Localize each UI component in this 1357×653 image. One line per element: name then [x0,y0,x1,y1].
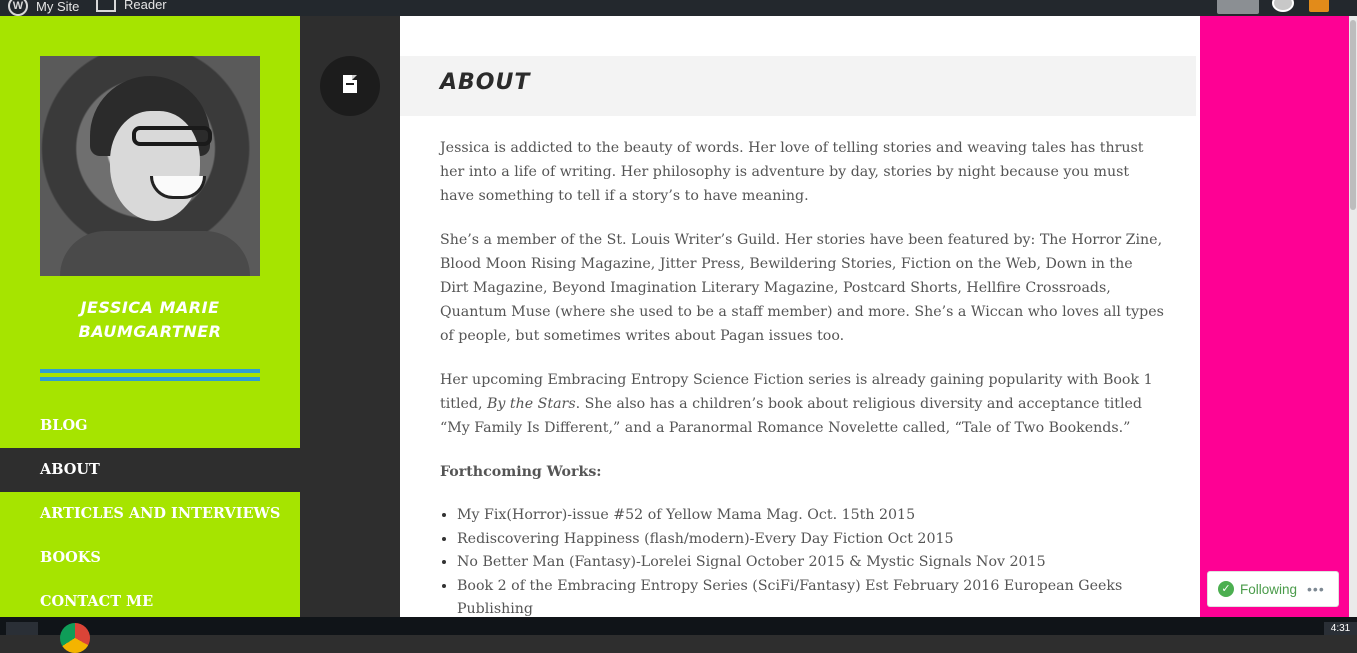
forthcoming-list [440,504,1164,617]
decorative-lines [40,369,260,385]
main-content [400,16,1200,617]
list-item: • Rediscovering Happiness (flash/modern)-Every Day Fiction Oct 2015 [457,528,1164,552]
os-taskbar [0,617,1357,635]
reader-link[interactable] [96,0,167,12]
scrollbar-thumb[interactable] [1350,20,1356,210]
my-site-link[interactable] [8,0,79,16]
taskbar-clock[interactable]: 4:31 [1324,622,1357,635]
chrome-browser-icon[interactable] [60,623,90,653]
page-document-icon [320,56,380,116]
admin-bar [0,0,1357,16]
sidebar [0,16,300,617]
right-panel [1200,16,1349,617]
list-item: • Book 2 of the Embracing Entropy Series (SciFi/Fantasy) Est February 2016 European Geeks Publishing [457,575,1164,618]
notifications-icon[interactable] [1309,0,1329,12]
nav-item-blog[interactable]: BLOG [40,417,88,434]
main-navigation [0,404,300,624]
nav-item-about[interactable]: ABOUT [0,448,300,492]
wordpress-logo-icon: W [8,0,28,16]
following-button[interactable] [1208,572,1338,606]
paragraph: Her upcoming Embracing Entropy Science Fiction series is already gaining popularity with Book 1 titled, By the Stars. She also has a children’s book about religious diversity and acceptance titled “My Family Is Different,” and a Paranormal Romance Novelette called, “Tale of Two Bookends.” [440,372,1153,436]
nav-item-books[interactable]: BOOKS [40,549,101,566]
site-title[interactable]: JESSICA MARIE BAUMGARTNER [78,298,222,341]
write-post-button[interactable] [1217,0,1259,14]
nav-item-contact-me[interactable]: CONTACT ME [40,593,154,610]
more-options-icon[interactable]: ••• [1307,581,1325,597]
user-avatar-icon[interactable] [1272,0,1294,12]
entry-content [440,136,1164,617]
paragraph: Jessica is addicted to the beauty of words. Her love of telling stories and weaving tales has thrust her into a life of writing. Her philosophy is adventure by day, stories by night because you must have something to tell if a story’s to have meaning. [440,140,1144,204]
checkmark-icon: ✓ [1218,581,1234,597]
following-label: Following [1240,581,1298,597]
start-button-icon[interactable] [6,622,38,635]
reader-label: Reader [124,0,167,12]
nav-item-articles-and-interviews[interactable]: ARTICLES AND INTERVIEWS [40,505,281,522]
forthcoming-label: Forthcoming Works: [440,464,602,480]
paragraph: She’s a member of the St. Louis Writer’s Guild. Her stories have been featured by: The Horror Zine, Blood Moon Rising Magazine, Jitter Press, Bewildering Stories, Fiction on the Web, Down in the Dirt Magazine, Beyond Imagination Literary Magazine, Postcard Shorts, Hellfire Crossroads, Quantum Muse (where she used to be a staff member) and more. She’s a Wiccan who loves all types of people, but sometimes writes about Pagan issues too. [440,232,1164,344]
title-bar [400,56,1196,116]
profile-photo [40,56,260,276]
reader-icon [96,0,116,12]
my-site-label: My Site [36,0,80,14]
book-title: By the Stars [486,396,576,412]
list-item: • No Better Man (Fantasy)-Lorelei Signal October 2015 & Mystic Signals Nov 2015 [457,551,1164,575]
page-title: ABOUT [440,70,531,95]
list-item: • My Fix(Horror)-issue #52 of Yellow Mama Mag. Oct. 15th 2015 [457,504,1164,528]
